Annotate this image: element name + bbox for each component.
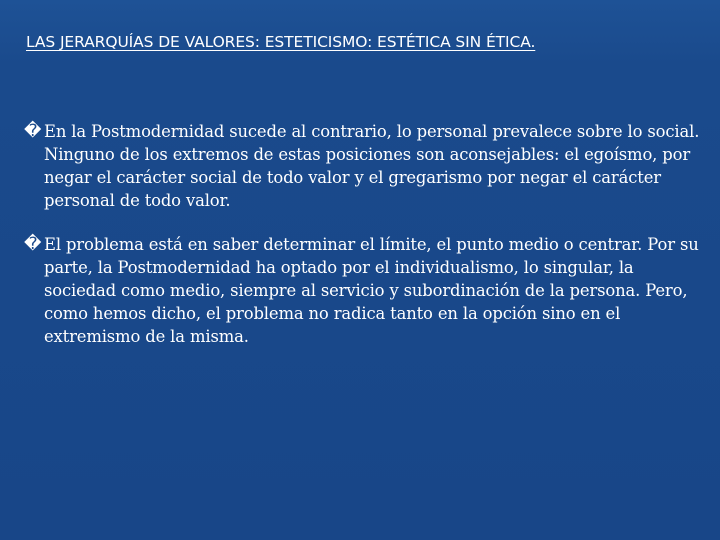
paragraph-text: El problema está en saber determinar el límite, el punto medio o centrar. Por su parte, la Postmodernidad ha optado por el individualismo, lo singular, la sociedad como medio, siempre al servicio y subordinación de la persona. Pero, como hemos dicho, el problema no radica tanto en la opción sino en el extremismo de la misma. bbox=[44, 235, 699, 346]
slide-body bbox=[24, 120, 704, 348]
bullet-paragraph-2 bbox=[24, 233, 704, 348]
bullet-paragraph-1 bbox=[24, 120, 704, 212]
paragraph-text: En la Postmodernidad sucede al contrario, lo personal prevalece sobre lo social. Ninguno de los extremos de estas posiciones son aconsejables: el egoísmo, por negar el carácter social de todo valor y el gregarismo por negar el carácter personal de todo valor. bbox=[44, 122, 700, 210]
bullet-icon: � bbox=[24, 234, 42, 254]
slide-title: LAS JERARQUÍAS DE VALORES: ESTETICISMO: ESTÉTICA SIN ÉTICA. bbox=[26, 33, 536, 51]
bullet-icon: � bbox=[24, 121, 42, 141]
